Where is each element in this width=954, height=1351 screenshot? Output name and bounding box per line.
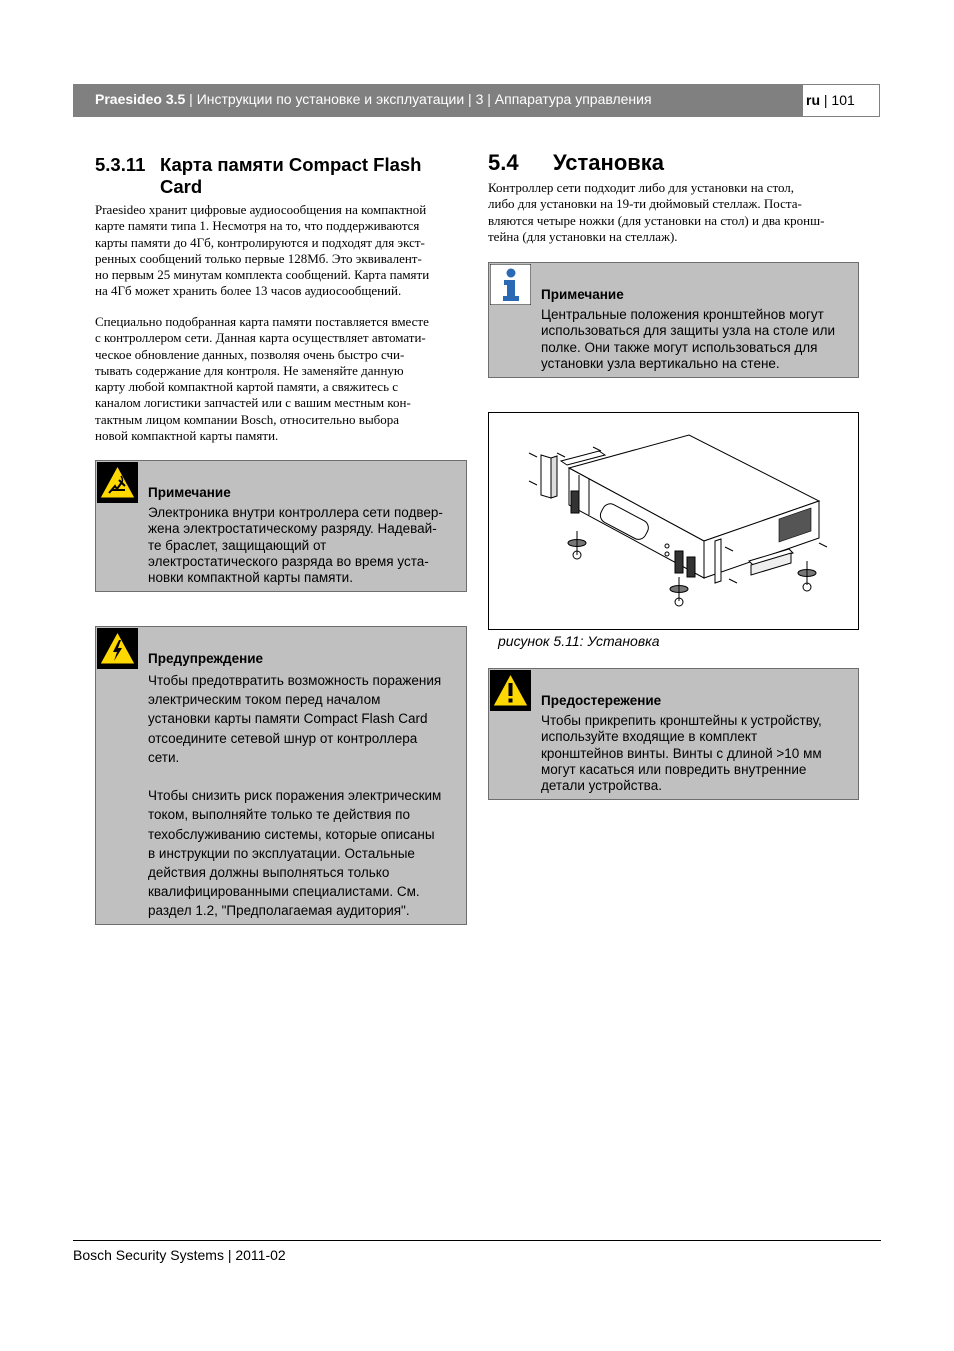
info-icon bbox=[490, 264, 531, 305]
left-paragraph-1 bbox=[95, 202, 429, 300]
text-line: техобслуживанию системы, которые описаны bbox=[148, 826, 435, 842]
footer-rule bbox=[73, 1240, 881, 1241]
text-line: с контроллером сети. Данная карта осуществляет автомати- bbox=[95, 330, 426, 346]
text-line: карте памяти типа 1. Несмотря на то, что поддерживаются bbox=[95, 218, 420, 234]
left-paragraph-2 bbox=[95, 314, 429, 444]
esd-warning-icon bbox=[97, 462, 138, 503]
text-line: используйте входящие в комплект bbox=[541, 729, 758, 745]
text-line: кронштейнов винты. Винты с длиной >10 мм bbox=[541, 745, 822, 761]
text-line: либо для установки на 19-ти дюймовый стеллаж. Поста- bbox=[488, 196, 802, 212]
text-line: тактным лицом компании Bosch, относительно выбора bbox=[95, 411, 400, 427]
header-lang: ru bbox=[806, 92, 820, 108]
text-line: Чтобы предотвратить возможность поражения bbox=[148, 673, 442, 688]
text-line: отсоедините сетевой шнур от контроллера bbox=[148, 730, 418, 746]
caution-title: Предостережение bbox=[541, 693, 662, 708]
text-line: жена электростатическому разряду. Надевай- bbox=[148, 521, 437, 537]
text-line: сети. bbox=[148, 749, 180, 765]
text-line: полке. Они также могут использоваться для bbox=[541, 339, 818, 355]
text-line: Чтобы снизить риск поражения электрическим bbox=[148, 788, 442, 804]
text-line: ренных сообщений только первые 128Мб. Это эквивалент- bbox=[95, 250, 422, 266]
header-title bbox=[95, 91, 652, 107]
text-line: на 4Гб может хранить более 13 часов аудиосообщений. bbox=[95, 283, 402, 299]
text-line: каналом логистики запчастей или с вашим местным кон- bbox=[95, 395, 411, 411]
note-body-right bbox=[541, 307, 835, 372]
header-product: Praesideo 3.5 bbox=[95, 91, 186, 107]
note-title-left: Примечание bbox=[148, 485, 231, 500]
text-line: тывать содержание для контроля. Не заменяйте данную bbox=[95, 362, 404, 378]
text-line: Чтобы прикрепить кронштейны к устройству, bbox=[541, 713, 822, 728]
text-line: карту любой компактной картой памяти, а свяжитесь с bbox=[95, 379, 399, 395]
note-body-left bbox=[148, 505, 443, 586]
footer-text: Bosch Security Systems | 2011-02 bbox=[73, 1247, 286, 1263]
text-line: могут касаться или повредить внутренние bbox=[541, 761, 807, 777]
text-line: новки компактной карты памяти. bbox=[148, 570, 353, 586]
right-paragraph bbox=[488, 180, 824, 245]
header-rest: | Инструкции по установке и эксплуатации | 3 | Аппаратура управления bbox=[185, 91, 652, 107]
text-line: раздел 1.2, "Предполагаемая аудитория". bbox=[148, 903, 410, 919]
section-title-compact-flash: Карта памяти Compact Flash Card bbox=[160, 154, 422, 197]
text-line: ческое обновление данных, позволяя очень быстро счи- bbox=[95, 346, 405, 362]
text-line: установки узла вертикально на стене. bbox=[541, 355, 780, 371]
text-line: тейна (для установки на стеллаж). bbox=[488, 228, 678, 244]
warning-box-electric bbox=[95, 626, 467, 925]
note-title-right: Примечание bbox=[541, 287, 624, 302]
exclamation-warning-icon bbox=[490, 670, 531, 711]
text-line: те браслет, защищающий от bbox=[148, 537, 327, 553]
text-line: электростатического разряда во время уста- bbox=[148, 553, 429, 569]
text-line: Контроллер сети подходит либо для установки на стол, bbox=[488, 180, 795, 195]
note-box-esd bbox=[95, 460, 467, 592]
text-line: карты памяти до 4Гб, контролируются и подходят для экст- bbox=[95, 234, 425, 250]
warning-body bbox=[148, 671, 441, 921]
text-line: в инструкции по эксплуатации. Остальные bbox=[148, 845, 415, 861]
section-number-5-3-11: 5.3.11 bbox=[95, 154, 146, 175]
text-line: новой компактной карты памяти. bbox=[95, 428, 279, 444]
caution-body bbox=[541, 713, 822, 794]
text-line: вляются четыре ножки (для установки на стол) и два кронш- bbox=[488, 212, 825, 228]
text-line: электрическим током перед началом bbox=[148, 692, 381, 708]
text-line: Praesideo хранит цифровые аудиосообщения на компактной bbox=[95, 202, 427, 217]
section-title-installation: Установка bbox=[553, 150, 665, 175]
header-page-number: | 101 bbox=[820, 92, 855, 108]
text-line bbox=[148, 767, 441, 786]
text-line: Электроника внутри контроллера сети подвер- bbox=[148, 505, 443, 520]
figure-caption: рисунок 5.11: Установка bbox=[498, 633, 660, 649]
section-number-5-4: 5.4 bbox=[488, 150, 519, 175]
text-line: использоваться для защиты узла на столе или bbox=[541, 323, 836, 339]
text-line: установки карты памяти Compact Flash Card bbox=[148, 711, 428, 727]
text-line: детали устройства. bbox=[541, 778, 662, 794]
warning-title: Предупреждение bbox=[148, 651, 264, 666]
text-line: Специально подобранная карта памяти поставляется вместе bbox=[95, 314, 429, 329]
text-line: Центральные положения кронштейнов могут bbox=[541, 307, 824, 322]
note-box-info bbox=[488, 262, 859, 378]
installation-figure bbox=[488, 412, 859, 630]
header-page-box bbox=[803, 84, 880, 117]
electric-shock-warning-icon bbox=[97, 628, 138, 669]
text-line: действия должны выполняться только bbox=[148, 865, 390, 881]
text-line: квалифицированными специалистами. См. bbox=[148, 884, 420, 900]
caution-box bbox=[488, 668, 859, 800]
text-line: но первым 25 минутам комплекта сообщений. Карта памяти bbox=[95, 267, 430, 283]
controller-installation-drawing bbox=[489, 413, 858, 629]
text-line: током, выполняйте только те действия по bbox=[148, 807, 410, 823]
